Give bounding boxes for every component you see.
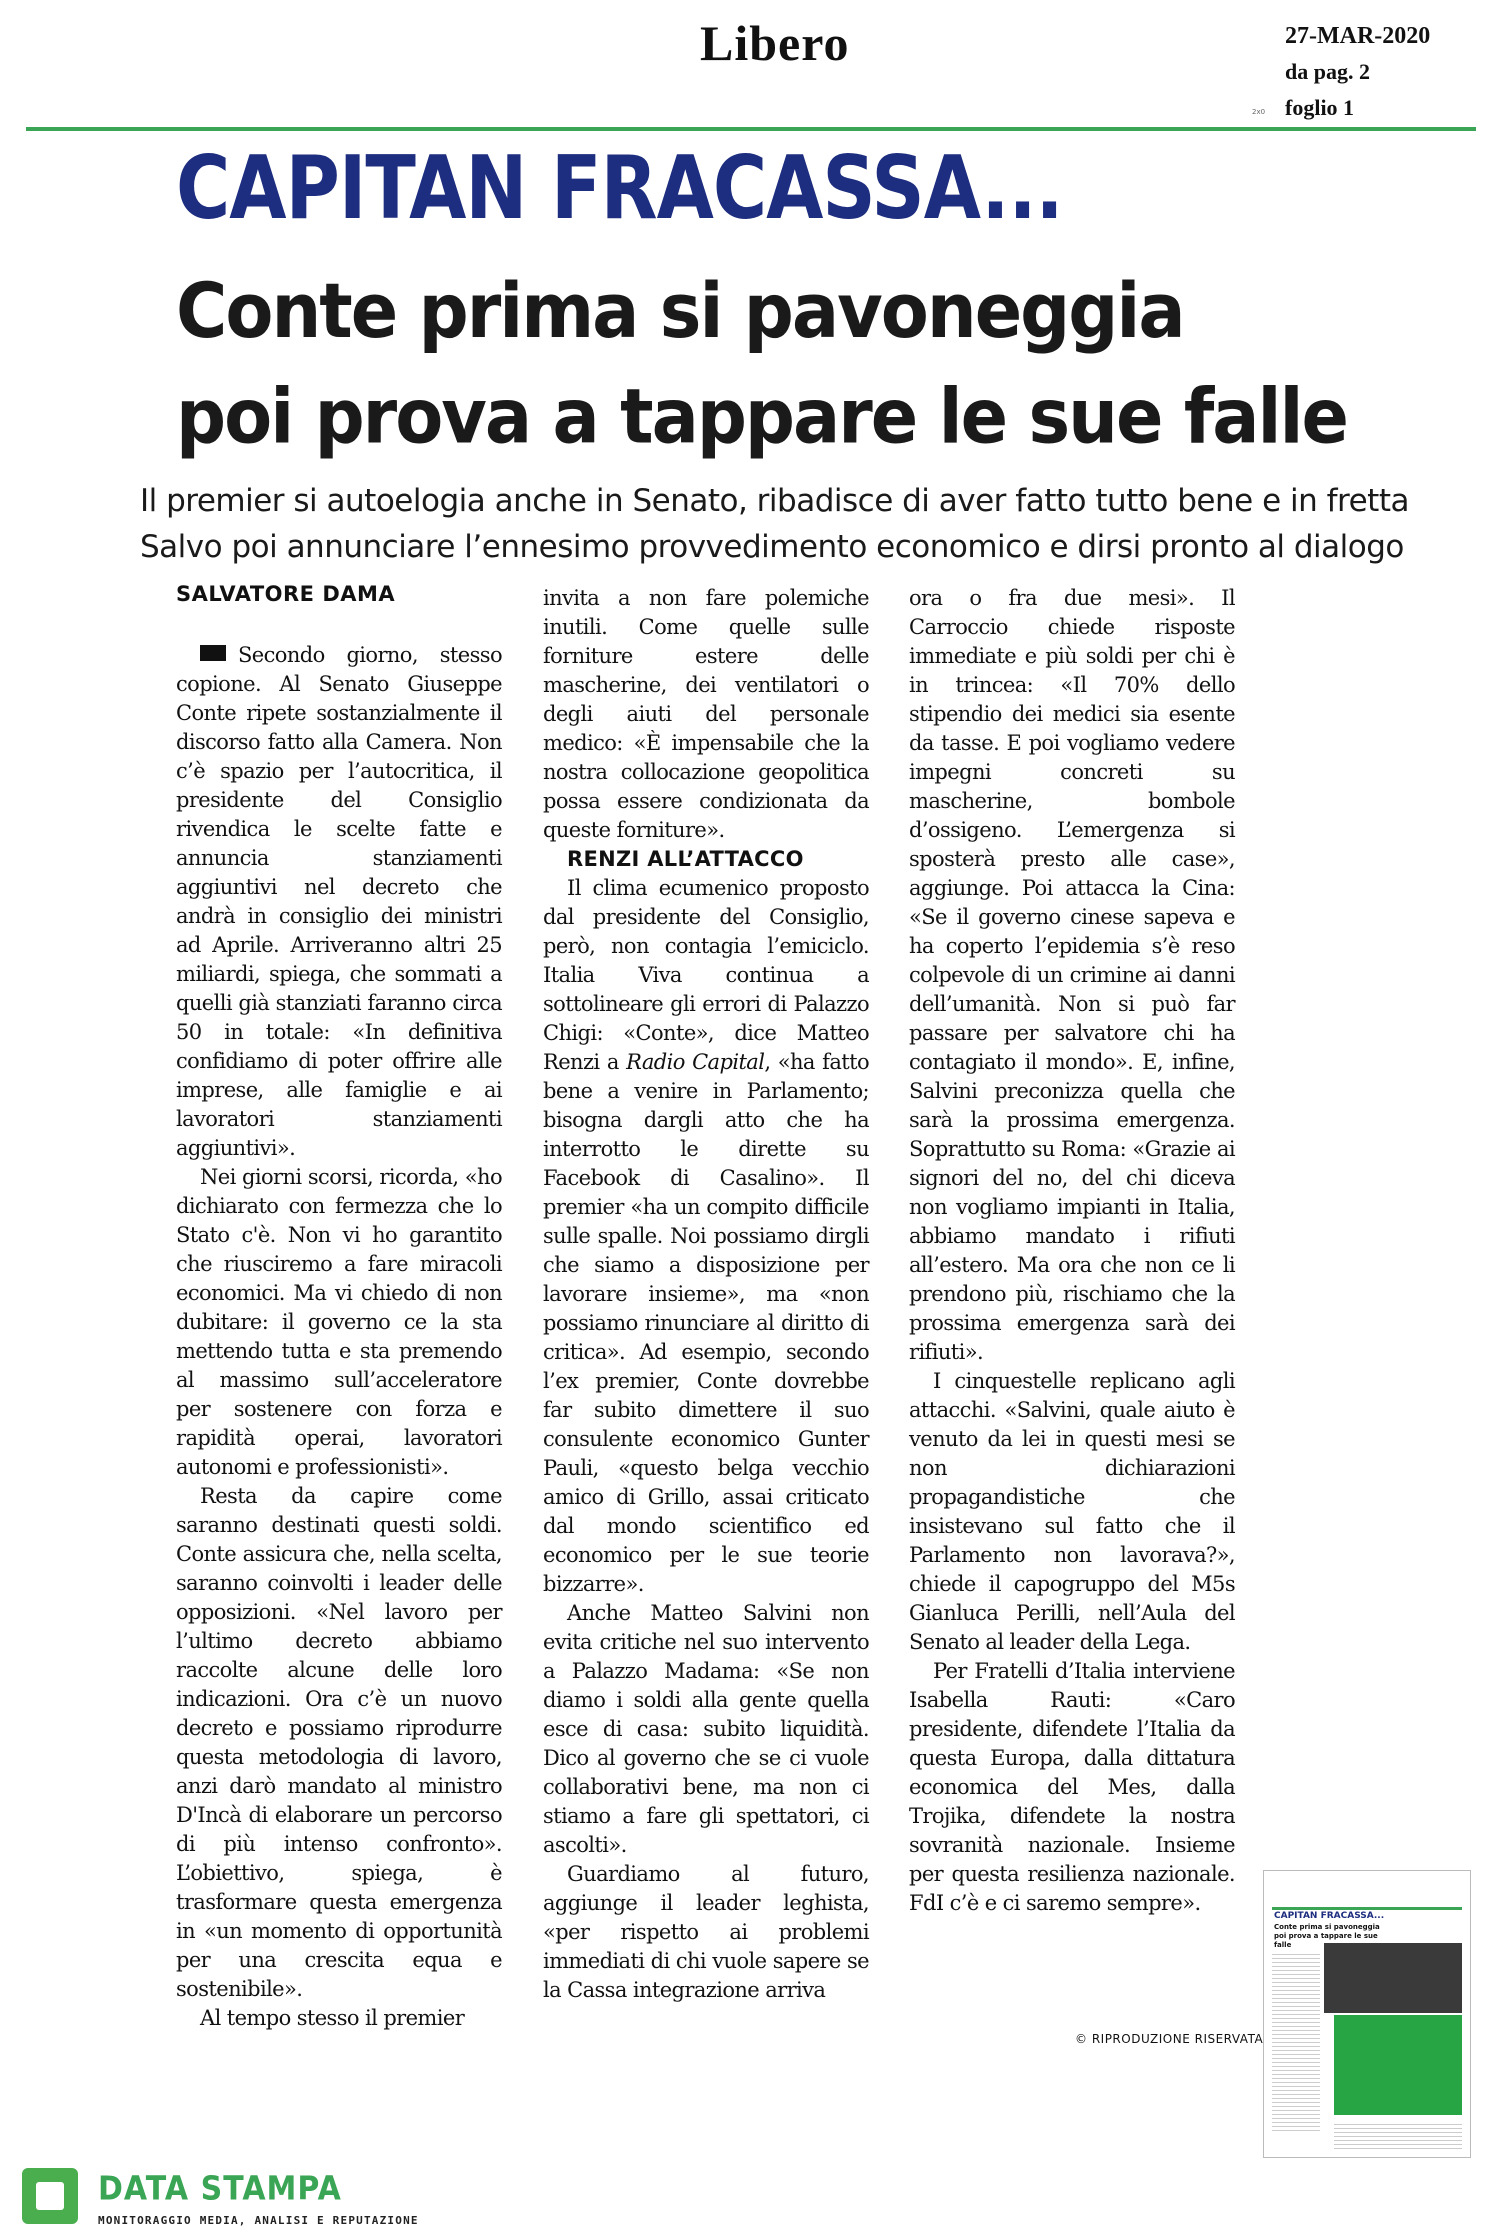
section-subhead: RENZI ALL’ATTACCO	[567, 847, 804, 871]
deck-line-2: Salvo poi annunciare l’ennesimo provvedimento economico e dirsi pronto al dialogo	[140, 529, 1404, 565]
article-kicker: CAPITAN FRACASSA...	[176, 138, 1063, 240]
thumbnail-kicker: CAPITAN FRACASSA...	[1274, 1911, 1385, 1921]
headline-line-2: poi prova a tappare le sue falle	[176, 372, 1347, 462]
paragraph: ora o fra due mesi». Il Carroccio chiede risposte immediate e più soldi per chi è in trincea: «Il 70% dello stipendio dei medici sia esente da tasse. E poi vogliamo vedere impegni concreti su mascherine, bombole d’ossigeno. L’emergenza si sposterà presto alle case», aggiunge. Poi attacca la Cina: «Se il governo cinese sapeva e ha coperto l’epidemia s’è reso colpevole di un crimine ai danni dell’umanità. Non si può far passare per salvatore chi ha contagiato il mondo». E, infine, Salvini preconizza quella che sarà la prossima emergenza. Soprattutto su Roma: «Grazie ai signori del no, del chi diceva non vogliamo impianti in Italia, abbiamo mandato i rifiuti all’estero. Ma ora che non ce li prendono più, rischiamo che la prossima emergenza sarà dei rifiuti».	[909, 586, 1235, 1364]
thumbnail-text-lines	[1272, 1951, 1320, 2131]
paragraph: invita a non fare polemiche inutili. Come quelle sulle forniture estere delle mascherine, dei ventilatori o degli aiuti del personale medico: «È impensabile che la nostra collocazione geopolitica possa essere condizionata da queste forniture».	[543, 586, 869, 842]
paragraph-text: Secondo giorno, stesso copione. Al Senato Giuseppe Conte ripete sostanzialmente il discorso fatto alla Camera. Non c’è spazio per l’autocritica, il presidente del Consiglio rivendica le scelte fatte e annuncia stanziamenti aggiuntivi nel decreto che andrà in consiglio dei ministri ad Aprile. Arriveranno altri 25 miliardi, spiega, che sommati a quelli già stanziati faranno circa 50 in totale: «In definitiva confidiamo di poter offrire alle imprese, alle famiglie e ai lavoratori stanziamenti aggiuntivi».	[176, 643, 502, 1160]
paragraph: I cinquestelle replicano agli attacchi. «Salvini, quale aiuto è venuto da lei in questi mesi se non dichiarazioni propagandistiche che insistevano sul fatto che il Parlamento non lavorava?», chiede il capogruppo del M5s Gianluca Perilli, nell’Aula del Senato al leader della Lega.	[909, 1369, 1235, 1654]
thumbnail-rule	[1272, 1907, 1462, 1910]
paragraph: Resta da capire come saranno destinati questi soldi. Conte assicura che, nella scelta, saranno coinvolti i leader delle opposizioni. «Nel lavoro per l’ultimo decreto abbiamo raccolte alcune delle loro indicazioni. Ora c’è un nuovo decreto e possiamo riprodurre questa metodologia di lavoro, anzi darò mandato al ministro D'Incà di elaborare un percorso di più intenso confronto». L’obiettivo, spiega, è trasformare questa emergenza in «un momento di opportunità per una crescita equa e sostenibile».	[176, 1484, 502, 2001]
article-column-3	[909, 584, 1235, 1918]
paragraph: Al tempo stesso il premier	[200, 2006, 465, 2030]
paragraph: Nei giorni scorsi, ricorda, «ho dichiarato con fermezza che lo Stato c'è. Non vi ho garantito che riusciremo a fare miracoli economici. Ma vi chiedo di non dubitare: il governo ce la sta mettendo tutta e sta premendo al massimo sull’acceleratore per sostenere con forza e rapidità operai, lavoratori autonomi e professionisti».	[176, 1165, 502, 1479]
paragraph: Anche Matteo Salvini non evita critiche nel suo intervento a Palazzo Madama: «Se non diamo i soldi alla gente quella esce di casa: subito liquidità. Dico al governo che se ci vuole collaborativi bene, ma non ci stiamo a fare gli spettatori, ci ascolti».	[543, 1601, 869, 1857]
clipping-meta	[1285, 18, 1485, 126]
thumbnail-green-block	[1334, 2015, 1462, 2115]
headline-line-1: Conte prima si pavoneggia	[176, 266, 1184, 356]
paragraph	[176, 641, 502, 1163]
tiny-code: 2x0	[1252, 108, 1266, 116]
thumbnail-text-lines	[1334, 2121, 1462, 2151]
data-stampa-logo-icon	[22, 2168, 78, 2224]
lead-square-marker	[200, 645, 226, 661]
copyright-notice: © RIPRODUZIONE RISERVATA	[1075, 2032, 1264, 2046]
article-headline	[176, 258, 1347, 470]
article-deck	[140, 478, 1409, 570]
newspaper-masthead: Libero	[700, 15, 850, 71]
data-stampa-brand: DATA STAMPA	[98, 2170, 342, 2209]
article-column-1	[176, 641, 502, 2033]
paragraph: Per Fratelli d’Italia interviene Isabella Rauti: «Caro presidente, difendete l’Italia da questa Europa, dalla dittatura economica del Mes, dalla Trojika, difendete la nostra sovranità nazionale. Insieme per questa resilienza nazionale. FdI c’è e ci saremo sempre».	[909, 1659, 1235, 1915]
paragraph	[543, 874, 869, 1599]
page-reference: da pag. 2	[1285, 59, 1370, 84]
paragraph: Guardiamo al futuro, aggiunge il leader leghista, «per rispetto ai problemi immediati di chi vuole sapere se la Cassa integrazione arriva	[543, 1862, 869, 2002]
byline: SALVATORE DAMA	[176, 582, 396, 606]
sheet-number: foglio 1	[1285, 95, 1355, 120]
thumbnail-headline: Conte prima si pavoneggia poi prova a tappare le sue falle	[1274, 1923, 1380, 1949]
header-rule	[26, 127, 1476, 131]
paragraph-text: Il clima ecumenico proposto dal presidente del Consiglio, però, non contagia l’emiciclo. Italia Viva continua a sottolineare gli errori di Palazzo Chigi: «Conte», dice Matteo Renzi a	[543, 876, 869, 1074]
deck-line-1: Il premier si autoelogia anche in Senato, ribadisce di aver fatto tutto bene e in fretta	[140, 483, 1409, 519]
data-stampa-tagline: MONITORAGGIO MEDIA, ANALISI E REPUTAZIONE	[98, 2214, 419, 2227]
page-thumbnail	[1263, 1870, 1471, 2158]
article-column-2	[543, 584, 869, 2005]
clipping-date: 27-MAR-2020	[1285, 23, 1431, 49]
radio-name: Radio Capital	[626, 1050, 765, 1074]
paragraph-text: , «ha fatto bene a venire in Parlamento; bisogna dargli atto che ha interrotto le dirette su Facebook di Casalino». Il premier «ha un compito difficile sulle spalle. Noi possiamo dirgli che siamo a disposizione per lavorare insieme», ma «non possiamo rinunciare al diritto di critica». Ad esempio, secondo l’ex premier, Conte dovrebbe far subito dimettere il suo consulente economico Gunter Pauli, «questo belga vecchio amico di Grillo, assai criticato dal mondo scientifico ed economico per le sue teorie bizzarre».	[543, 1050, 869, 1596]
thumbnail-photo	[1324, 1943, 1462, 2013]
